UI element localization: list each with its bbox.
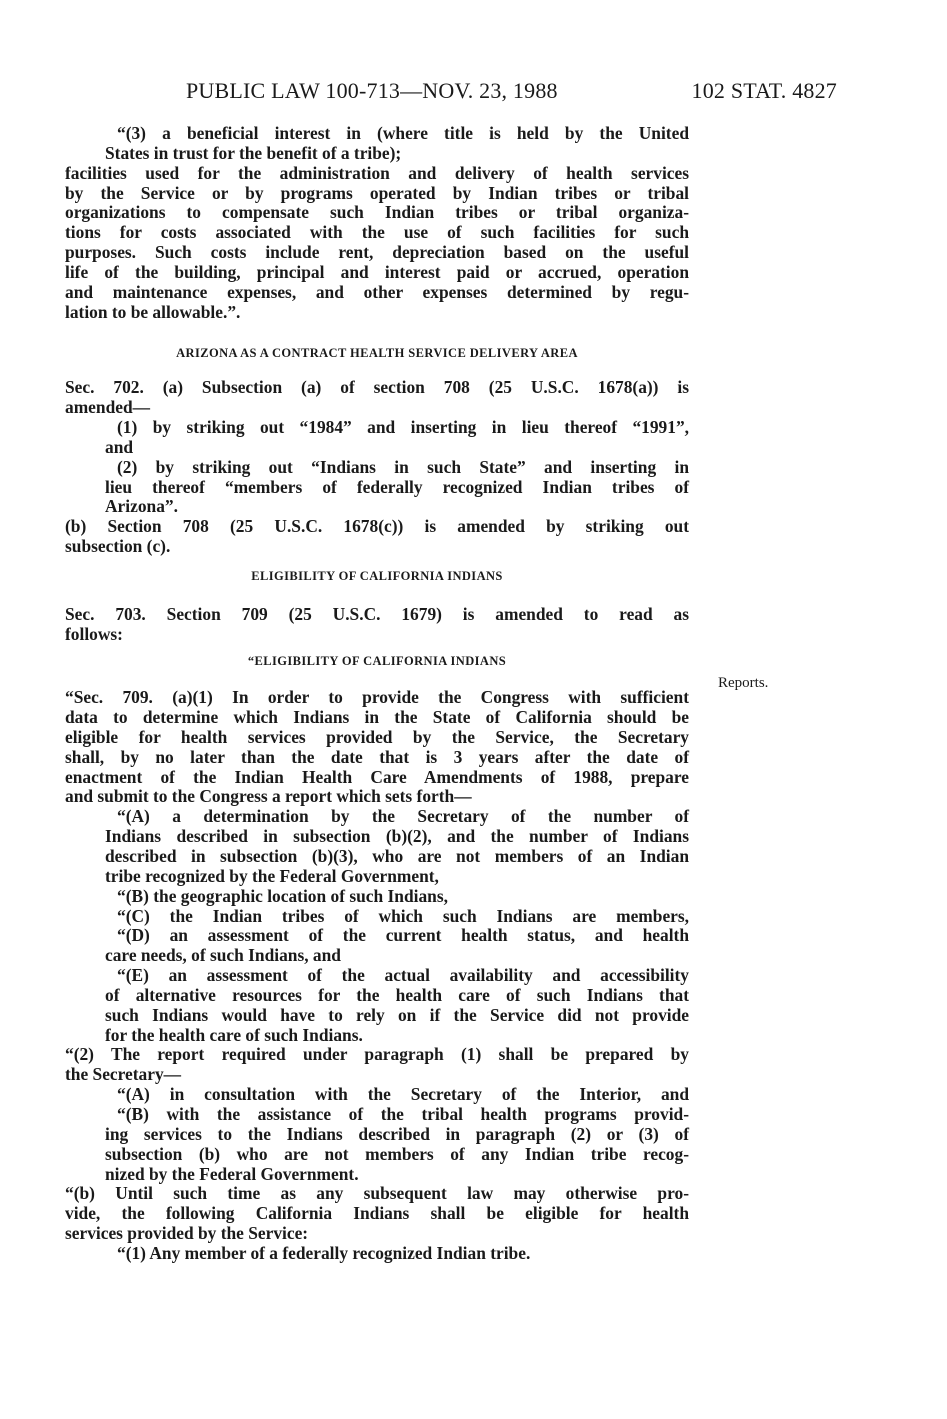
text-line: (b) Section 708 (25 U.S.C. 1678(c)) is amended by striking out: [65, 516, 689, 537]
text-line: amended—: [65, 397, 151, 418]
text-line: organizations to compensate such Indian tribes or tribal organiza-: [65, 202, 689, 223]
text-line: Sec. 702. (a) Subsection (a) of section 708 (25 U.S.C. 1678(a)) is: [65, 377, 689, 398]
section-heading-703: ELIGIBILITY OF CALIFORNIA INDIANS: [251, 568, 503, 583]
text-line: “(C) the Indian tribes of which such Indians are members,: [117, 905, 689, 926]
text-line: “(E) an assessment of the actual availability and accessibility: [117, 965, 689, 986]
text-line: “(3) a beneficial interest in (where title is held by the United: [117, 123, 689, 143]
text-line: and maintenance expenses, and other expenses determined by regu-: [65, 281, 689, 302]
text-line: (1) by striking out “1984” and inserting in lieu thereof “1991”,: [117, 416, 689, 437]
text-line: and: [105, 436, 134, 457]
text-line: for the health care of such Indians.: [105, 1024, 363, 1045]
section-heading-702: ARIZONA AS A CONTRACT HEALTH SERVICE DELIVERY AREA: [176, 346, 578, 361]
text-line: the Secretary—: [65, 1064, 182, 1085]
text-line: vide, the following California Indians shall be eligible for health: [65, 1203, 689, 1224]
text-line: (2) by striking out “Indians in such State” and inserting in: [117, 456, 689, 477]
text-line: subsection (c).: [65, 536, 171, 557]
text-line: “(B) the geographic location of such Indians,: [117, 885, 448, 906]
text-line: Sec. 703. Section 709 (25 U.S.C. 1679) is amended to read as: [65, 603, 689, 624]
text-line: States in trust for the benefit of a tribe);: [105, 142, 402, 163]
text-line: of alternative resources for the health care of such Indians that: [105, 984, 689, 1005]
header-title: PUBLIC LAW 100-713—NOV. 23, 1988: [186, 78, 558, 103]
text-line: enactment of the Indian Health Care Amendments of 1988, prepare: [65, 766, 689, 787]
text-line: “(A) in consultation with the Secretary of the Interior, and: [117, 1084, 689, 1105]
text-line: care needs, of such Indians, and: [105, 945, 341, 966]
text-line: “(D) an assessment of the current health status, and health: [117, 925, 689, 946]
section-701-continuation: [65, 124, 689, 322]
section-702: [65, 378, 689, 557]
text-line: and submit to the Congress a report which sets forth—: [65, 786, 472, 807]
margin-note: Reports.: [718, 675, 769, 691]
section-703: [65, 605, 689, 645]
text-line: “Sec. 709. (a)(1) In order to provide the Congress with sufficient: [65, 687, 689, 708]
text-line: lieu thereof “members of federally recognized Indian tribes of: [105, 476, 689, 497]
text-line: such Indians would have to rely on if the Service did not provide: [105, 1004, 689, 1025]
text-line: nized by the Federal Government.: [105, 1163, 359, 1184]
text-line: eligible for health services provided by the Service, the Secretary: [65, 726, 689, 747]
text-line: “(1) Any member of a federally recognized Indian tribe.: [117, 1242, 531, 1263]
text-line: Indians described in subsection (b)(2), and the number of Indians: [105, 826, 689, 847]
text-line: purposes. Such costs include rent, depreciation based on the useful: [65, 242, 689, 263]
text-line: “(B) with the assistance of the tribal health programs provid-: [117, 1103, 689, 1124]
text-line: tribe recognized by the Federal Government,: [105, 865, 439, 886]
text-line: follows:: [65, 623, 123, 644]
text-line: life of the building, principal and interest paid or accrued, operation: [65, 261, 689, 282]
text-line: subsection (b) who are not members of any Indian tribe recog-: [105, 1143, 689, 1164]
document-body: [65, 124, 689, 1264]
header-stat-page: 102 STAT. 4827: [691, 78, 837, 103]
text-line: facilities used for the administration and delivery of health services: [65, 162, 689, 183]
text-line: by the Service or by programs operated by Indian tribes or tribal: [65, 182, 689, 203]
section-heading-709: “ELIGIBILITY OF CALIFORNIA INDIANS: [247, 654, 507, 669]
text-line: “(2) The report required under paragraph (1) shall be prepared by: [65, 1044, 689, 1065]
text-line: “(b) Until such time as any subsequent law may otherwise pro-: [65, 1183, 689, 1204]
text-line: described in subsection (b)(3), who are not members of an Indian: [105, 846, 689, 866]
section-709: [65, 688, 689, 1263]
text-line: “(A) a determination by the Secretary of the number of: [117, 806, 689, 827]
page-header: [0, 78, 947, 108]
text-line: lation to be allowable.”.: [65, 301, 241, 322]
text-line: shall, by no later than the date that is 3 years after the date of: [65, 746, 689, 767]
text-line: data to determine which Indians in the State of California should be: [65, 707, 689, 728]
text-line: Arizona”.: [105, 496, 178, 517]
text-line: ing services to the Indians described in paragraph (2) or (3) of: [105, 1123, 689, 1144]
text-line: services provided by the Service:: [65, 1223, 309, 1244]
text-line: tions for costs associated with the use of such facilities for such: [65, 222, 689, 243]
